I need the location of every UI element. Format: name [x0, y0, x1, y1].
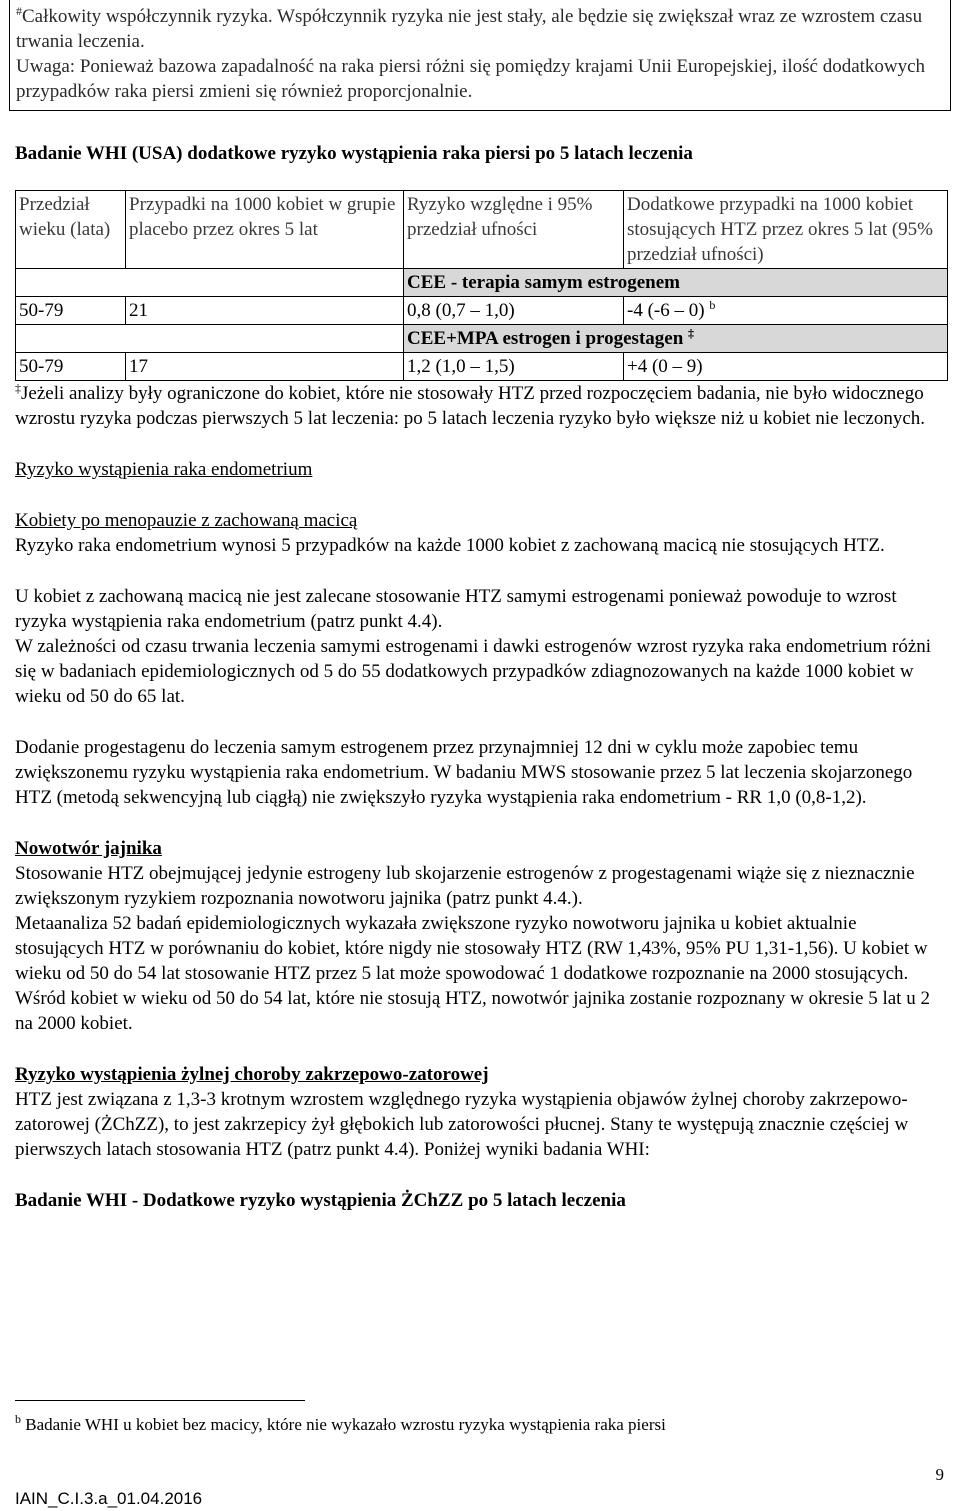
- group1-label-row: [16, 269, 948, 297]
- footnote-b-mark: b: [15, 1412, 21, 1426]
- header-age: Przedział wieku (lata): [16, 191, 126, 269]
- row2-age: 50-79: [16, 353, 126, 381]
- footnote-b-mark: b: [709, 298, 716, 312]
- footnote-b-text: Badanie WHI u kobiet bez macicy, które nie wykazało wzrostu ryzyka wystąpienia raka piersi: [25, 1415, 666, 1434]
- breast-cancer-risk-table: [15, 190, 948, 381]
- endometrium-subheading: Kobiety po menopauzie z zachowaną macicą: [15, 510, 358, 531]
- double-dagger-mark: ‡: [688, 326, 695, 340]
- row2-rr: 1,2 (1,0 – 1,5): [404, 353, 624, 381]
- table1-title: Badanie WHI (USA) dodatkowe ryzyko wystąpienia raka piersi po 5 latach leczenia: [15, 143, 693, 164]
- endometrium-p2: U kobiet z zachowaną macicą nie jest zalecane stosowanie HTZ samymi estrogenami ponieważ powoduje to wzrost ryzyka wystąpienia raka endometrium (patrz punkt 4.4).: [15, 586, 897, 632]
- ovary-heading: Nowotwór jajnika: [15, 838, 162, 859]
- header-placebo: Przypadki na 1000 kobiet w grupie placebo przez okres 5 lat: [126, 191, 404, 269]
- note-text-1: Całkowity współczynnik ryzyka. Współczynnik ryzyka nie jest stały, ale będzie się zwiększał wraz ze wzrostem czasu trwania leczenia.: [16, 6, 923, 52]
- table1-footnote-text: Jeżeli analizy były ograniczone do kobiet, które nie stosowały HTZ przed rozpoczęciem badania, nie było widocznego wzrostu ryzyka podczas pierwszych 5 lat leczenia: po 5 latach leczenia ryzyko było większe niż u kobiet nie leczonych.: [15, 383, 926, 429]
- ovary-p1: Stosowanie HTZ obejmującej jedynie estrogeny lub skojarzenie estrogenów z progestagenami wiąże się z nieznacznie zwiększonym ryzykiem rozpoznania nowotworu jajnika (patrz punkt 4.4.).: [15, 863, 915, 909]
- table-header-row: [16, 191, 948, 269]
- header-rr: Ryzyko względne i 95% przedział ufności: [404, 191, 624, 269]
- page-number: 9: [935, 1465, 944, 1484]
- row1-placebo: 21: [126, 297, 404, 325]
- row1-additional-value: -4 (-6 – 0): [627, 300, 705, 321]
- note-line-1: [16, 4, 944, 54]
- footnote-divider: [15, 1400, 305, 1401]
- table-row: [16, 353, 948, 381]
- hash-mark: #: [16, 4, 22, 18]
- group2-spacer: [16, 325, 404, 353]
- endometrium-p1: Ryzyko raka endometrium wynosi 5 przypadków na każde 1000 kobiet z zachowaną macicą nie stosujących HTZ.: [15, 535, 885, 556]
- vte-p1: HTZ jest związana z 1,3-3 krotnym wzrostem względnego ryzyka wystąpienia objawów żylnej choroby zakrzepowo-zatorowej (ŻChZZ), to jest zakrzepicy żył głębokich lub zatorowości płucnej. Stany te występują znacznie częściej w pierwszych latach stosowania HTZ (patrz punkt 4.4). Poniżej wyniki badania WHI:: [15, 1089, 909, 1160]
- note-box: [9, 0, 951, 111]
- table-row: [16, 297, 948, 325]
- group2-label: [404, 325, 948, 353]
- note-line-2: Uwaga: Ponieważ bazowa zapadalność na raka piersi różni się pomiędzy krajami Unii Europejskiej, ilość dodatkowych przypadków raka piersi zmieni się również proporcjonalnie.: [16, 56, 926, 102]
- row1-age: 50-79: [16, 297, 126, 325]
- header-additional: Dodatkowe przypadki na 1000 kobiet stosujących HTZ przez okres 5 lat (95% przedział ufności): [624, 191, 948, 269]
- footnote-b: [15, 1414, 666, 1436]
- group1-spacer: [16, 269, 404, 297]
- document-id: IAIN_C.I.3.a_01.04.2016: [15, 1489, 203, 1508]
- vte-table-title: Badanie WHI - Dodatkowe ryzyko wystąpienia ŻChZZ po 5 latach leczenia: [15, 1190, 626, 1211]
- document-page: [15, 0, 945, 1213]
- row2-placebo: 17: [126, 353, 404, 381]
- table1-footnote: [15, 381, 945, 431]
- row1-rr: 0,8 (0,7 – 1,0): [404, 297, 624, 325]
- group1-label: CEE - terapia samym estrogenem: [404, 269, 948, 297]
- group2-label-text: CEE+MPA estrogen i progestagen: [407, 328, 684, 349]
- row2-additional: +4 (0 – 9): [624, 353, 948, 381]
- double-dagger-mark: ‡: [15, 381, 21, 395]
- endometrium-p3: W zależności od czasu trwania leczenia samymi estrogenami i dawki estrogenów wzrost ryzyka raka endometrium różni się w badaniach epidemiologicznych od 5 do 55 dodatkowych przypadków zdiagnozowanych na każde 1000 kobiet w wieku od 50 do 65 lat.: [15, 636, 932, 707]
- ovary-p2: Metaanaliza 52 badań epidemiologicznych wykazała zwiększone ryzyko nowotworu jajnika u kobiet aktualnie stosujących HTZ w porównaniu do kobiet, które nigdy nie stosowały HTZ (RW 1,43%, 95% PU 1,31-1,56). U kobiet w wieku od 50 do 54 lat stosowanie HTZ przez 5 lat może spowodować 1 dodatkowe rozpoznanie na 2000 stosujących. Wśród kobiet w wieku od 50 do 54 lat, które nie stosują HTZ, nowotwór jajnika zostanie rozpoznany w okresie 5 lat u 2 na 2000 kobiet.: [15, 913, 930, 1034]
- group2-label-row: [16, 325, 948, 353]
- endometrium-heading: Ryzyko wystąpienia raka endometrium: [15, 459, 313, 480]
- vte-heading: Ryzyko wystąpienia żylnej choroby zakrzepowo-zatorowej: [15, 1064, 489, 1085]
- endometrium-p4: Dodanie progestagenu do leczenia samym estrogenem przez przynajmniej 12 dni w cyklu może zapobiec temu zwiększonemu ryzyku wystąpienia raka endometrium. W badaniu MWS stosowanie przez 5 lat leczenia skojarzonego HTZ (metodą sekwencyjną lub ciągłą) nie zwiększyło ryzyka wystąpienia raka endometrium - RR 1,0 (0,8-1,2).: [15, 737, 913, 808]
- row1-additional: [624, 297, 948, 325]
